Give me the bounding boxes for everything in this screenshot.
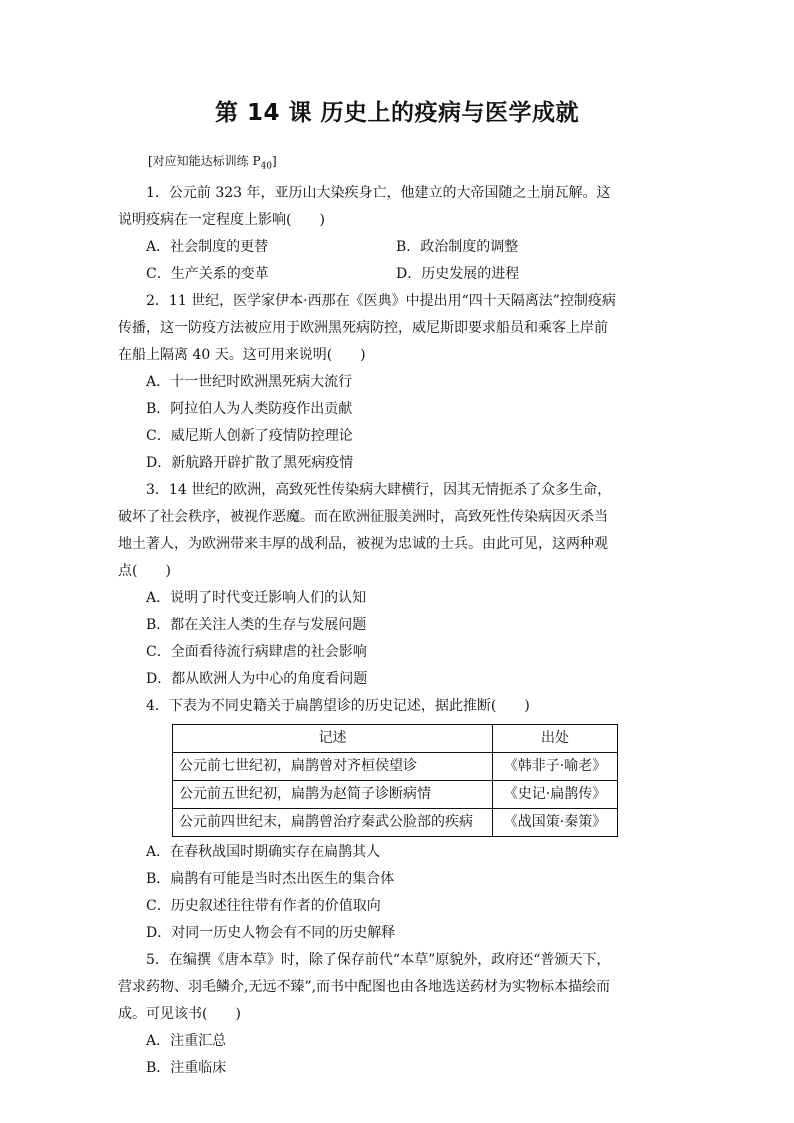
option-b[interactable]: B．注重临床 (146, 1060, 227, 1076)
question-5-stem: 5．在编撰《唐本草》时，除了保存前代“本草”原貌外，政府还“普颁天下，营求药物、羽毛鳞介,无远不臻”,而书中配图也由各地选送药材为实物标本描绘而成。可见该书( ) (118, 952, 611, 1022)
question-2-stem: 2．11 世纪，医学家伊本·西那在《医典》中提出用“四十天隔离法”控制疫病传播，这一防疫方法被应用于欧洲黑死病防控，威尼斯即要求船员和乘客上岸前在船上隔离 40 天。这可用来说明( ) (118, 293, 616, 363)
reference-note (148, 152, 277, 171)
table-cell-source: 《韩非子·喻老》 (493, 753, 618, 781)
table-header-record: 记述 (173, 725, 493, 753)
option-d[interactable]: D．历史发展的进程 (396, 266, 520, 282)
question-1-options-row-1 (118, 234, 620, 261)
question-3-stem: 3．14 世纪的欧洲，高致死性传染病大肆横行，因其无情扼杀了众多生命，破坏了社会秩序，被视作恶魔。而在欧洲征服美洲时，高致死性传染病因灭杀当地土著人，为欧洲带来丰厚的战利品，被视为忠诚的士兵。由此可见，这两种观点( ) (118, 482, 612, 579)
table-cell-record: 公元前四世纪末，扁鹊曾治疗秦武公脸部的疾病 (173, 809, 493, 837)
lesson-title: 第 14 课 历史上的疫病与医学成就 (214, 100, 580, 126)
history-records-table (172, 724, 618, 837)
reference-page-number: 40 (260, 161, 273, 172)
option-d[interactable]: D．都从欧洲人为中心的角度看问题 (146, 671, 368, 687)
table-cell-source: 《战国策·秦策》 (493, 809, 618, 837)
reference-suffix: ] (272, 154, 277, 168)
question-list (118, 180, 620, 1082)
option-c[interactable]: C．全面看待流行病肆虐的社会影响 (146, 644, 367, 660)
option-d[interactable]: D．对同一历史人物会有不同的历史解释 (146, 925, 396, 941)
table-row (173, 809, 618, 837)
option-b[interactable]: B．都在关注人类的生存与发展问题 (146, 617, 367, 633)
table-cell-source: 《史记·扁鹊传》 (493, 781, 618, 809)
option-c[interactable]: C．历史叙述往往带有作者的价值取向 (146, 898, 381, 914)
option-d[interactable]: D．新航路开辟扩散了黑死病疫情 (146, 455, 354, 471)
table-row (173, 753, 618, 781)
table-row (173, 781, 618, 809)
option-a[interactable]: A．说明了时代变迁影响人们的认知 (146, 590, 367, 606)
table-header-source: 出处 (493, 725, 618, 753)
question-1-stem: 1．公元前 323 年，亚历山大染疾身亡，他建立的大帝国随之土崩瓦解。这说明疫病在一定程度上影响( ) (118, 185, 611, 228)
question-1-options-row-2 (118, 261, 620, 288)
table-cell-record: 公元前五世纪初，扁鹊为赵简子诊断病情 (173, 781, 493, 809)
question-4-stem: 4．下表为不同史籍关于扁鹊望诊的历史记述，据此推断( ) (146, 698, 530, 714)
option-b[interactable]: B．阿拉伯人为人类防疫作出贡献 (146, 401, 353, 417)
option-a[interactable]: A．社会制度的更替 (146, 239, 269, 255)
option-a[interactable]: A．注重汇总 (146, 1033, 227, 1049)
option-b[interactable]: B．政治制度的调整 (396, 239, 519, 255)
table-cell-record: 公元前七世纪初，扁鹊曾对齐桓侯望诊 (173, 753, 493, 781)
option-c[interactable]: C．生产关系的变革 (146, 266, 269, 282)
option-a[interactable]: A．十一世纪时欧洲黑死病大流行 (146, 374, 353, 390)
option-b[interactable]: B．扁鹊有可能是当时杰出医生的集合体 (146, 871, 395, 887)
option-c[interactable]: C．威尼斯人创新了疫情防控理论 (146, 428, 353, 444)
reference-prefix: [对应知能达标训练 P (148, 154, 261, 168)
table-header-row (173, 725, 618, 753)
option-a[interactable]: A．在春秋战国时期确实存在扁鹊其人 (146, 844, 381, 860)
